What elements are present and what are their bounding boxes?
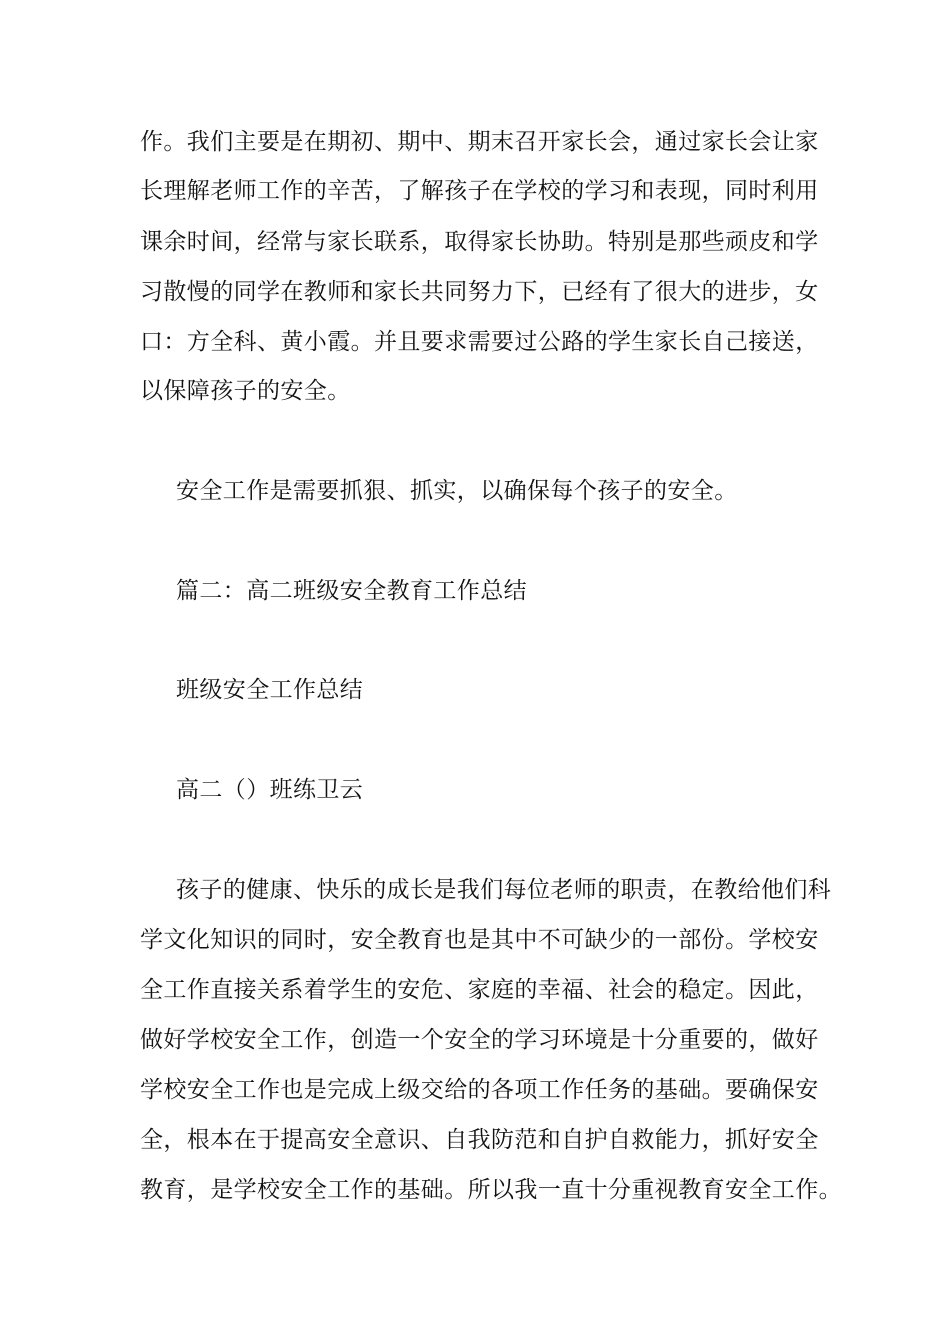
paragraph-line: 安全工作是需要抓狠、抓实，以确保每个孩子的安全。: [176, 478, 738, 504]
paragraph-line: 习散慢的同学在教师和家长共同努力下，已经有了很大的进步，女: [140, 279, 819, 305]
author-line: 高二（）班练卫云: [176, 777, 364, 803]
paragraph-line: 全工作直接关系着学生的安危、家庭的幸福、社会的稳定。因此，: [140, 977, 819, 1003]
section-title: 篇二：高二班级安全教育工作总结: [176, 578, 527, 604]
paragraph-line: 学校安全工作也是完成上级交给的各项工作任务的基础。要确保安: [140, 1077, 819, 1103]
paragraph-line: 作。我们主要是在期初、期中、期末召开家长会，通过家长会让家: [140, 129, 819, 155]
paragraph-line: 口：方全科、黄小霞。并且要求需要过公路的学生家长自己接送，: [140, 329, 819, 355]
paragraph-line: 长理解老师工作的辛苦，了解孩子在学校的学习和表现，同时利用: [140, 178, 819, 204]
paragraph-line: 做好学校安全工作，创造一个安全的学习环境是十分重要的，做好: [140, 1027, 819, 1053]
paragraph-line: 教育，是学校安全工作的基础。所以我一直十分重视教育安全工作。: [140, 1177, 842, 1203]
paragraph-line: 以保障孩子的安全。: [140, 378, 351, 404]
paragraph-line: 全，根本在于提高安全意识、自我防范和自护自救能力，抓好安全: [140, 1127, 819, 1153]
paragraph-line: 学文化知识的同时，安全教育也是其中不可缺少的一部份。学校安: [140, 927, 819, 953]
paragraph-line: 孩子的健康、快乐的成长是我们每位老师的职责，在教给他们科: [176, 877, 832, 903]
paragraph-line: 课余时间，经常与家长联系，取得家长协助。特别是那些顽皮和学: [140, 229, 819, 255]
document-subtitle: 班级安全工作总结: [176, 677, 364, 703]
